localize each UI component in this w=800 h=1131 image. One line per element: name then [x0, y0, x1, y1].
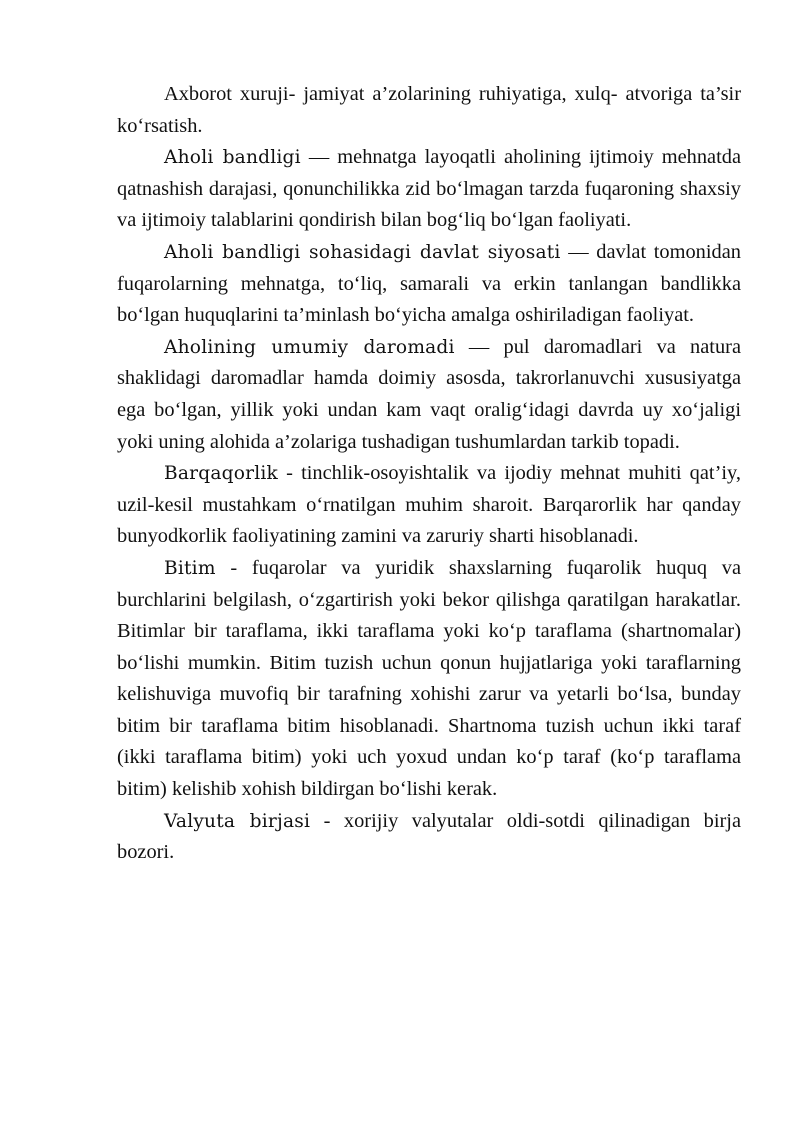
entry-paragraph-valyuta-birjasi	[117, 806, 741, 869]
entry-text: - tinchlik-osoyishtalik va ijodiy mehnat muhiti qat’iy, uzil-kesil mustahkam o‘rnatilgan muhim sharoit. Barqarorlik har qanday bunyodkorlik faoliyatining zamini va zaruriy sharti hisoblanadi.	[117, 462, 741, 548]
entry-text: — mehnatga layoqatli aholining ijtimoiy mehnatda qatnashish darajasi, qonunchilikka zid bo‘lmagan tarzda fuqaroning shaxsiy va ijtimoiy talablarini qondirish bilan bog‘liq bo‘lgan faoliyati.	[117, 146, 742, 232]
entry-term: Aholi bandligi sohasidagi davlat siyosati	[164, 241, 561, 263]
entry-paragraph-davlat-siyosati	[117, 237, 741, 332]
entry-text: - xorijiy valyutalar oldi-sotdi qilinadigan birja bozori.	[117, 809, 742, 864]
entry-term: Barqaqorlik	[164, 463, 278, 485]
entry-term: Aholi bandligi	[164, 147, 301, 169]
entry-term: Valyuta birjasi	[164, 810, 311, 832]
entry-term: Aholining umumiy daromadi	[164, 336, 455, 358]
entry-text: - fuqarolar va yuridik shaxslarning fuqarolik huquq va burchlarini belgilash, o‘zgartirish yoki bekor qilishga qaratilgan harakatlar. Bitimlar bir taraflama, ikki taraflama yoki ko‘p taraflama (shartnomalar) bo‘lishi mumkin. Bitim tuzish uchun qonun hujjatlariga yoki taraflarning kelishuviga muvofiq bir tarafning xohishi zarur va yetarli bo‘lsa, bunday bitim bir taraflama bitim hisoblanadi. Shartnoma tuzish uchun ikki taraf (ikki taraflama bitim) yoki uch yoxud undan ko‘p taraf (ko‘p taraflama bitim) kelishib xohish bildirgan bo‘lishi kerak.	[117, 556, 741, 801]
entry-text: — davlat tomonidan fuqarolarning mehnatga, to‘liq, samarali va erkin tanlangan bandlikka bo‘lgan huquqlarini ta’minlash bo‘yicha amalga oshiriladigan faoliyat.	[117, 240, 741, 327]
entry-paragraph-aholi-bandligi	[117, 142, 741, 237]
document-page	[117, 79, 741, 869]
entry-paragraph-umumiy-daromad	[117, 332, 741, 458]
entry-text: Axborot xuruji- jamiyat a’zolarining ruhiyatiga, xulq- atvoriga ta’sir ko‘rsatish.	[117, 83, 741, 137]
entry-paragraph-bitim	[117, 553, 741, 806]
entry-paragraph-axborot-xuruji	[117, 79, 741, 142]
entry-paragraph-barqarorlik	[117, 458, 741, 553]
entry-term: Bitim	[164, 557, 216, 579]
entry-text: — pul daromadlari va natura shaklidagi daromadlar hamda doimiy asosda, takrorlanuvchi xususiyatga ega bo‘lgan, yillik yoki undan kam vaqt oralig‘idagi davrda uy xo‘jaligi yoki uning alohida a’zolariga tushadigan tushumlardan tarkib topadi.	[117, 335, 741, 453]
